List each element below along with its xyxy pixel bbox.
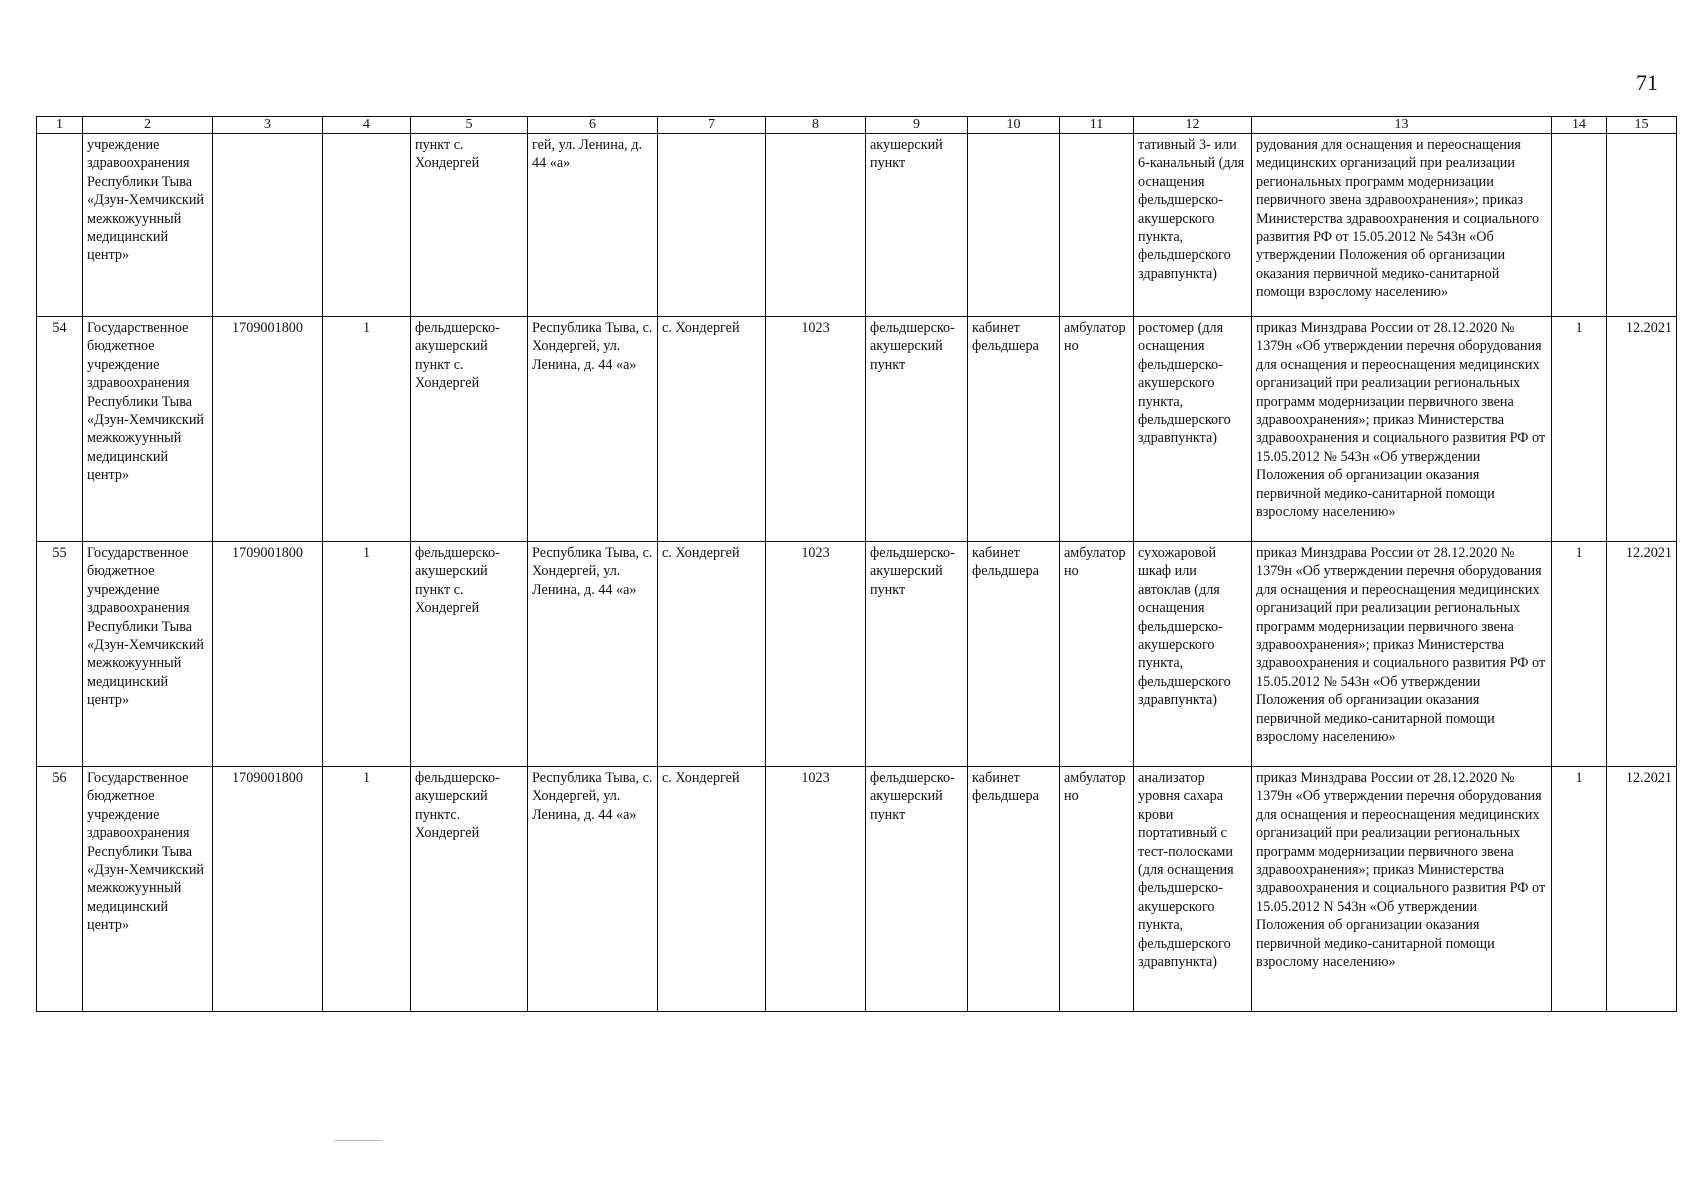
column-header: 12	[1134, 117, 1252, 134]
cell-address: Республика Тыва, с. Хондергей, ул. Ленина, д. 44 «а»	[528, 542, 658, 767]
cell-equipment: тативный 3- или 6-канальный (для оснащения фельдшерско-акушерского пункта, фельдшерского здравпункта)	[1134, 134, 1252, 317]
cell-unit-type: фельдшерско-акушерский пункт	[866, 542, 968, 767]
cell-organization: Государственное бюджетное учреждение здравоохранения Республики Тыва «Дзун-Хемчикский межкожуунный медицинский центр»	[83, 317, 213, 542]
cell-unit: фельдшерско-акушерский пункт с. Хондергей	[411, 317, 528, 542]
cell-unit-type: акушерский пункт	[866, 134, 968, 317]
column-header: 5	[411, 117, 528, 134]
table-row-continuation	[37, 134, 1677, 317]
cell-address: гей, ул. Ленина, д. 44 «а»	[528, 134, 658, 317]
cell-number: 54	[37, 317, 83, 542]
column-header: 3	[213, 117, 323, 134]
cell-date: 12.2021	[1607, 542, 1677, 767]
column-header: 6	[528, 117, 658, 134]
cell-unit-type: фельдшерско-акушерский пункт	[866, 317, 968, 542]
cell-quantity	[323, 134, 411, 317]
cell-code	[766, 134, 866, 317]
cell-inn: 1709001800	[213, 542, 323, 767]
table-row	[37, 542, 1677, 767]
column-header: 8	[766, 117, 866, 134]
cell-organization: Государственное бюджетное учреждение здравоохранения Республики Тыва «Дзун-Хемчикский межкожуунный медицинский центр»	[83, 767, 213, 1012]
column-header: 1	[37, 117, 83, 134]
cell-inn: 1709001800	[213, 767, 323, 1012]
cell-basis: рудования для оснащения и переоснащения медицинских организаций при реализации региональных программ модернизации первичного звена здравоохранения»; приказ Министерства здравоохранения и социального развития РФ от 15.05.2012 № 543н «Об утверждении Положения об организации оказания первичной медико-санитарной помощи взрослому населению»	[1252, 134, 1552, 317]
column-number-row	[37, 117, 1677, 134]
column-header: 9	[866, 117, 968, 134]
cell-number: 56	[37, 767, 83, 1012]
cell-care-mode: амбулаторно	[1060, 317, 1134, 542]
cell-date: 12.2021	[1607, 767, 1677, 1012]
cell-room	[968, 134, 1060, 317]
column-header: 14	[1552, 117, 1607, 134]
cell-number	[37, 134, 83, 317]
cell-basis: приказ Минздрава России от 28.12.2020 № 1379н «Об утверждении перечня оборудования для оснащения и переоснащения медицинских организаций при реализации региональных программ модернизации первичного звена здравоохранения»; приказ Министерства здравоохранения и социального развития РФ от 15.05.2012 № 543н «Об утверждении Положения об организации оказания первичной медико-санитарной помощи взрослому населению»	[1252, 317, 1552, 542]
column-header: 4	[323, 117, 411, 134]
cell-inn	[213, 134, 323, 317]
cell-equipment: ростомер (для оснащения фельдшерско-акушерского пункта, фельдшерского здравпункта)	[1134, 317, 1252, 542]
cell-care-mode	[1060, 134, 1134, 317]
page-number: 71	[1636, 70, 1658, 95]
cell-room: кабинет фельдшера	[968, 317, 1060, 542]
cell-settlement	[658, 134, 766, 317]
column-header: 7	[658, 117, 766, 134]
cell-room: кабинет фельдшера	[968, 767, 1060, 1012]
cell-number: 55	[37, 542, 83, 767]
cell-date: 12.2021	[1607, 317, 1677, 542]
cell-code: 1023	[766, 542, 866, 767]
cell-basis: приказ Минздрава России от 28.12.2020 № 1379н «Об утверждении перечня оборудования для оснащения и переоснащения медицинских организаций при реализации региональных программ модернизации первичного звена здравоохранения»; приказ Министерства здравоохранения и социального развития РФ от 15.05.2012 N 543н «Об утверждении Положения об организации оказания первичной медико-санитарной помощи взрослому населению»	[1252, 767, 1552, 1012]
cell-count: 1	[1552, 317, 1607, 542]
column-header: 2	[83, 117, 213, 134]
cell-organization: Государственное бюджетное учреждение здравоохранения Республики Тыва «Дзун-Хемчикский межкожуунный медицинский центр»	[83, 542, 213, 767]
cell-equipment: анализатор уровня сахара крови портативный с тест-полосками (для оснащения фельдшерско-акушерского пункта, фельдшерского здравпункта)	[1134, 767, 1252, 1012]
cell-settlement: с. Хондергей	[658, 767, 766, 1012]
cell-code: 1023	[766, 767, 866, 1012]
cell-settlement: с. Хондергей	[658, 317, 766, 542]
cell-unit: пункт с. Хондергей	[411, 134, 528, 317]
equipment-table	[36, 116, 1677, 1012]
column-header: 10	[968, 117, 1060, 134]
scan-mark	[334, 1140, 382, 1141]
cell-date	[1607, 134, 1677, 317]
cell-address: Республика Тыва, с. Хондергей, ул. Ленина, д. 44 «а»	[528, 767, 658, 1012]
column-header: 11	[1060, 117, 1134, 134]
cell-count	[1552, 134, 1607, 317]
cell-count: 1	[1552, 767, 1607, 1012]
cell-equipment: сухожаровой шкаф или автоклав (для оснащения фельдшерско-акушерского пункта, фельдшерского здравпункта)	[1134, 542, 1252, 767]
cell-room: кабинет фельдшера	[968, 542, 1060, 767]
cell-count: 1	[1552, 542, 1607, 767]
cell-unit-type: фельдшерско-акушерский пункт	[866, 767, 968, 1012]
cell-unit: фельдшерско-акушерский пункт с. Хондергей	[411, 542, 528, 767]
cell-code: 1023	[766, 317, 866, 542]
cell-inn: 1709001800	[213, 317, 323, 542]
column-header: 13	[1252, 117, 1552, 134]
cell-settlement: с. Хондергей	[658, 542, 766, 767]
cell-basis: приказ Минздрава России от 28.12.2020 № 1379н «Об утверждении перечня оборудования для оснащения и переоснащения медицинских организаций при реализации региональных программ модернизации первичного звена здравоохранения»; приказ Министерства здравоохранения и социального развития РФ от 15.05.2012 № 543н «Об утверждении Положения об организации оказания первичной медико-санитарной помощи взрослому населению»	[1252, 542, 1552, 767]
cell-quantity: 1	[323, 767, 411, 1012]
cell-address: Республика Тыва, с. Хондергей, ул. Ленина, д. 44 «а»	[528, 317, 658, 542]
cell-quantity: 1	[323, 542, 411, 767]
cell-unit: фельдшерско-акушерский пунктс. Хондергей	[411, 767, 528, 1012]
cell-care-mode: амбулаторно	[1060, 767, 1134, 1012]
cell-care-mode: амбулаторно	[1060, 542, 1134, 767]
cell-organization: учреждение здравоохранения Республики Тыва «Дзун-Хемчикский межкожуунный медицинский центр»	[83, 134, 213, 317]
table-row	[37, 317, 1677, 542]
column-header: 15	[1607, 117, 1677, 134]
cell-quantity: 1	[323, 317, 411, 542]
table-row	[37, 767, 1677, 1012]
